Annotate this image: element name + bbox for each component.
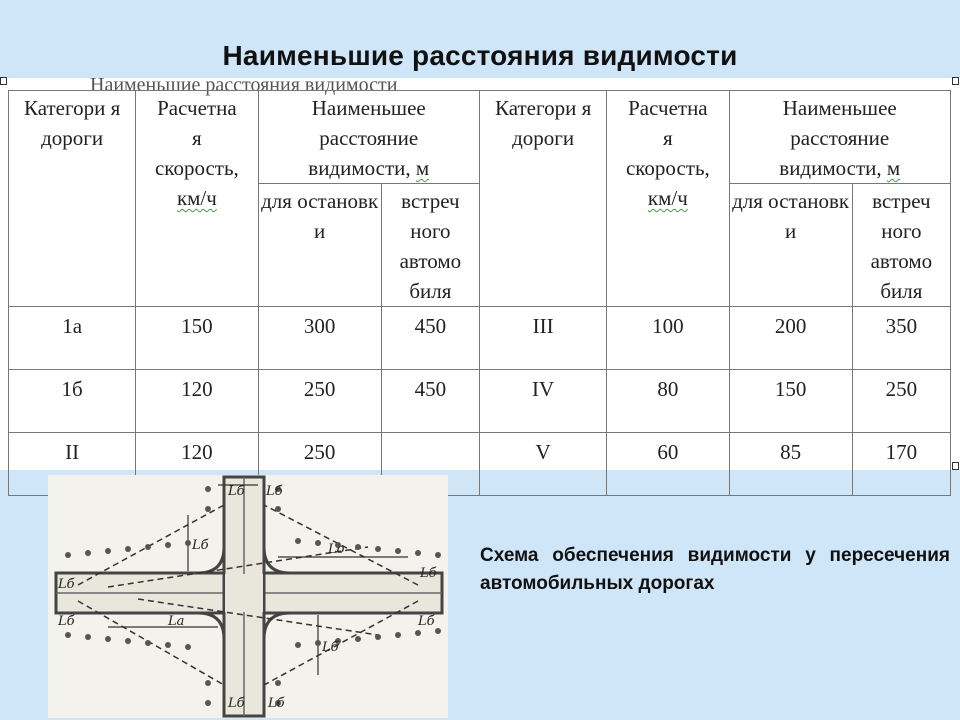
cell-speed: 120 <box>136 433 258 496</box>
header-speed: Расчетна я скорость, км/ч <box>136 91 258 307</box>
label-lb: Lб <box>228 696 245 711</box>
label-lb: Lб <box>268 696 285 711</box>
cell-category: IV <box>479 370 606 433</box>
cell-speed: 100 <box>607 307 729 370</box>
cell-stop: 250 <box>258 370 381 433</box>
cell-speed: 60 <box>607 433 729 496</box>
header-oncoming-right: встреч ного автомо биля <box>852 184 950 307</box>
diagram-caption: Схема обеспечения видимости у пересечения автомобильных дорогах <box>480 545 950 594</box>
cell-oncoming: 450 <box>381 370 479 433</box>
cell-speed: 150 <box>136 307 258 370</box>
cell-oncoming: 250 <box>852 370 950 433</box>
intersection-svg <box>48 475 448 718</box>
label-lb: Lб <box>228 484 245 499</box>
cell-stop: 300 <box>258 307 381 370</box>
cell-category: II <box>9 433 136 496</box>
header-visibility-right: Наименьшее расстояние видимости, м <box>729 91 951 184</box>
header-row-1 <box>9 91 951 184</box>
cell-stop: 85 <box>729 433 852 496</box>
table-row <box>9 307 951 370</box>
label-lb: Lб <box>420 566 437 581</box>
cell-category: 1б <box>9 370 136 433</box>
cell-category: III <box>479 307 606 370</box>
cell-oncoming: 170 <box>852 433 950 496</box>
intersection-diagram <box>48 475 448 718</box>
cell-speed: 80 <box>607 370 729 433</box>
selection-marker <box>952 77 959 85</box>
label-lo: Lо <box>328 542 345 557</box>
header-visibility: Наименьшее расстояние видимости, м <box>258 91 479 184</box>
cell-oncoming: 450 <box>381 307 479 370</box>
cell-stop: 200 <box>729 307 852 370</box>
cell-category: 1а <box>9 307 136 370</box>
ghost-table-title: Наименьшие расстояния видимости <box>90 74 398 96</box>
table-row <box>9 370 951 433</box>
label-lb: Lб <box>58 614 75 629</box>
header-stop-right: для остановк и <box>729 184 852 307</box>
header-speed-right: Расчетна я скорость, км/ч <box>607 91 729 307</box>
label-la: La <box>168 614 185 629</box>
selection-marker <box>952 462 959 470</box>
header-category-right: Категори я дороги <box>479 91 606 307</box>
cell-stop: 150 <box>729 370 852 433</box>
slide-title: Наименьшие расстояния видимости <box>222 40 738 71</box>
label-lb: Lб <box>266 484 283 499</box>
label-lb: Lб <box>58 577 75 592</box>
label-lb: Lб <box>322 640 339 655</box>
header-oncoming: встреч ного автомо биля <box>381 184 479 307</box>
cell-oncoming: 350 <box>852 307 950 370</box>
cell-category: V <box>479 433 606 496</box>
visibility-table <box>8 90 951 496</box>
label-lb: Lб <box>192 538 209 553</box>
header-stop: для остановк и <box>258 184 381 307</box>
selection-marker <box>0 77 7 85</box>
cell-stop: 250 <box>258 433 381 496</box>
header-category: Категори я дороги <box>9 91 136 307</box>
label-lb: Lб <box>418 614 435 629</box>
cell-speed: 120 <box>136 370 258 433</box>
